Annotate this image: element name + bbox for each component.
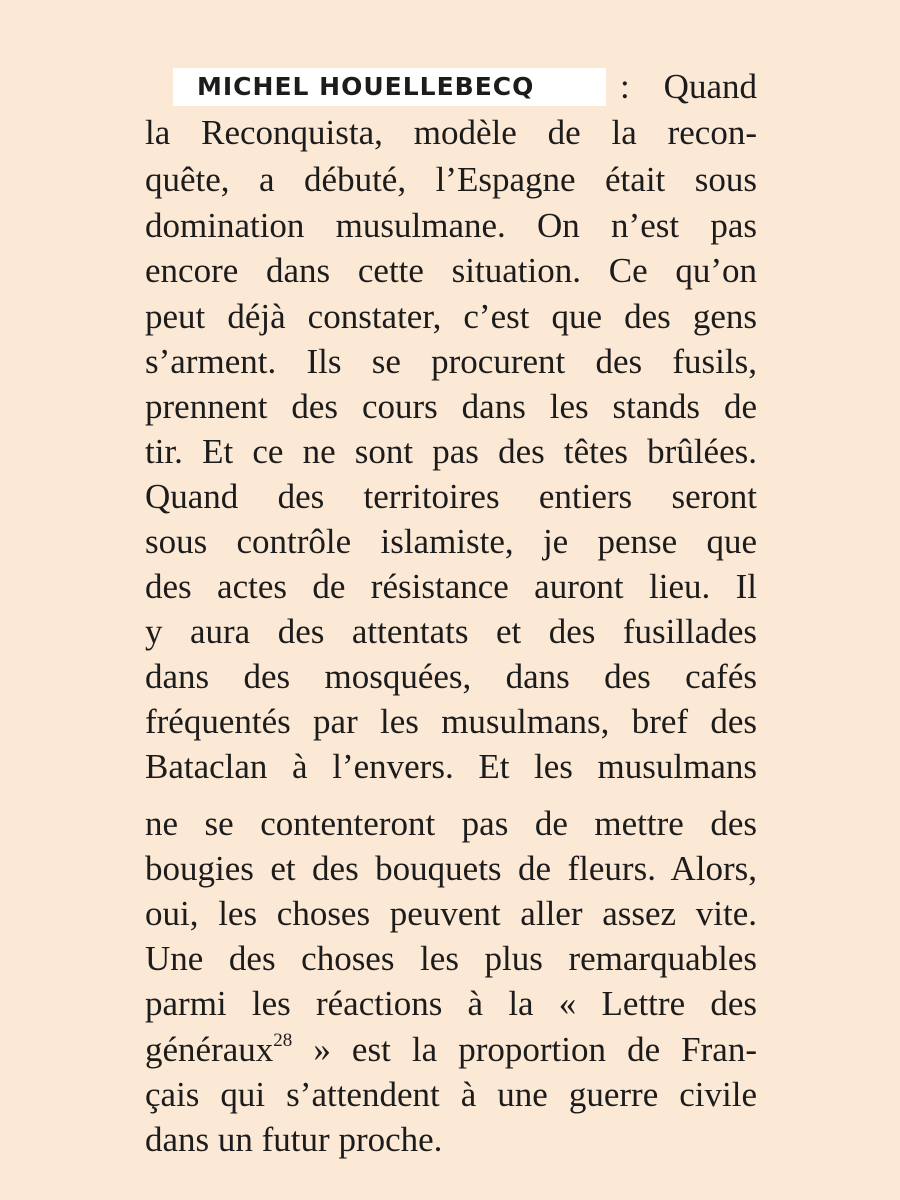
text-line-intro: : Quand bbox=[620, 67, 757, 106]
speaker-name-label: MICHEL HOUELLEBECQ bbox=[173, 68, 606, 106]
text-line: tir. Et ce ne sont pas des têtes brûlées. bbox=[145, 432, 757, 471]
text-line: bougies et des bouquets de fleurs. Alors, bbox=[145, 849, 757, 888]
footnote-reference[interactable]: 28 bbox=[273, 1030, 293, 1051]
text-line: s’arment. Ils se procurent des fusils, bbox=[145, 342, 757, 381]
text-line: prennent des cours dans les stands de bbox=[145, 387, 757, 426]
text-line: fréquentés par les musulmans, bref des bbox=[145, 702, 757, 741]
text-line: çais qui s’attendent à une guerre civile bbox=[145, 1075, 757, 1114]
text-line: dans des mosquées, dans des cafés bbox=[145, 657, 757, 696]
text-line: Quand des territoires entiers seront bbox=[145, 477, 757, 516]
text-line: sous contrôle islamiste, je pense que bbox=[145, 522, 757, 561]
text-line: des actes de résistance auront lieu. Il bbox=[145, 567, 757, 606]
text-fragment: » est la proportion de Fran- bbox=[292, 1030, 757, 1069]
text-line: peut déjà constater, c’est que des gens bbox=[145, 297, 757, 336]
text-line: y aura des attentats et des fusillades bbox=[145, 612, 757, 651]
text-line: Bataclan à l’envers. Et les musulmans bbox=[145, 747, 757, 786]
text-fragment: généraux bbox=[145, 1030, 274, 1069]
text-line: la Reconquista, modèle de la recon- bbox=[145, 113, 757, 152]
text-line: domination musulmane. On n’est pas bbox=[145, 206, 757, 245]
text-line: encore dans cette situation. Ce qu’on bbox=[145, 251, 757, 290]
text-line-final: dans un futur proche. bbox=[145, 1120, 443, 1159]
text-line: Une des choses les plus remarquables bbox=[145, 939, 757, 978]
text-line: quête, a débuté, l’Espagne était sous bbox=[145, 160, 757, 199]
text-line: ne se contenteront pas de mettre des bbox=[145, 804, 757, 843]
text-line: parmi les réactions à la « Lettre des bbox=[145, 984, 757, 1023]
text-line-with-footnote bbox=[145, 1027, 757, 1073]
text-line: oui, les choses peuvent aller assez vite. bbox=[145, 894, 757, 933]
